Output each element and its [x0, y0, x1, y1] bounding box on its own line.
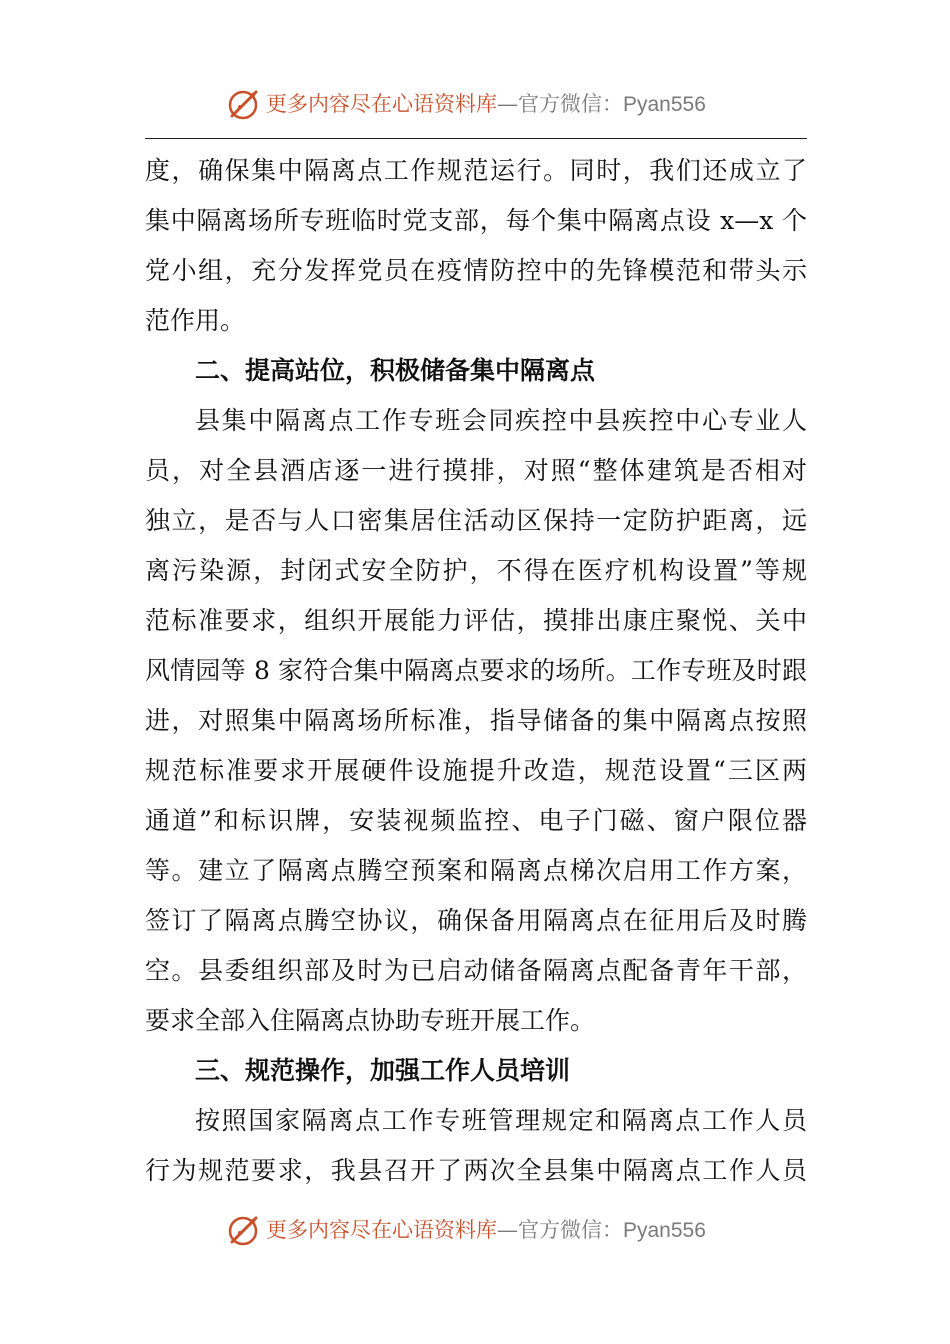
text-line: 离污染源，封闭式安全防护，不得在医疗机构设置”等规 — [145, 556, 807, 585]
text-line: 等。建立了隔离点腾空预案和隔离点梯次启用工作方案， — [145, 856, 807, 885]
pen-logo-icon — [226, 1212, 262, 1248]
banner-wechat-label: —官方微信： — [497, 1218, 623, 1242]
text-line: 独立，是否与人口密集居住活动区保持一定防护距离，远 — [145, 506, 807, 535]
header-banner — [0, 84, 950, 124]
text-line: 要求全部入住隔离点协助专班开展工作。 — [145, 1006, 596, 1035]
section-heading-3: 三、规范操作，加强工作人员培训 — [195, 1056, 571, 1085]
banner-text — [266, 1216, 706, 1245]
text-line: 空。县委组织部及时为已启动储备隔离点配备青年干部， — [145, 956, 807, 985]
text-line: 度，确保集中隔离点工作规范运行。同时，我们还成立了 — [145, 156, 807, 185]
banner-text — [266, 90, 706, 119]
banner-library-name: 更多内容尽在心语资料库 — [266, 92, 497, 116]
text-line: 党小组，充分发挥党员在疫情防控中的先锋模范和带头示 — [145, 256, 807, 285]
paragraph-2 — [145, 396, 807, 1046]
text-line: 范作用。 — [145, 306, 246, 335]
text-line: 集中隔离场所专班临时党支部，每个集中隔离点设 x—x 个 — [145, 206, 807, 235]
paragraph-1 — [145, 146, 807, 346]
text-line: 县集中隔离点工作专班会同疾控中县疾控中心专业人 — [195, 406, 807, 435]
text-line: 员，对全县酒店逐一进行摸排，对照“整体建筑是否相对 — [145, 456, 807, 485]
text-line: 通道”和标识牌，安装视频监控、电子门磁、窗户限位器 — [145, 806, 807, 835]
footer-banner — [0, 1210, 950, 1250]
paragraph-3 — [145, 1096, 807, 1196]
banner-wechat-label: —官方微信： — [497, 92, 623, 116]
pen-logo-icon — [226, 86, 262, 122]
document-body — [145, 146, 807, 1196]
text-line: 行为规范要求，我县召开了两次全县集中隔离点工作人员 — [145, 1156, 807, 1185]
section-heading-2: 二、提高站位，积极储备集中隔离点 — [195, 356, 596, 385]
header-divider — [145, 138, 807, 139]
text-line: 范标准要求，组织开展能力评估，摸排出康庄聚悦、关中 — [145, 606, 807, 635]
text-line: 规范标准要求开展硬件设施提升改造，规范设置“三区两 — [145, 756, 807, 785]
text-line: 风情园等 8 家符合集中隔离点要求的场所。工作专班及时跟 — [145, 656, 807, 685]
text-line: 进，对照集中隔离场所标准，指导储备的集中隔离点按照 — [145, 706, 807, 735]
text-line: 签订了隔离点腾空协议，确保备用隔离点在征用后及时腾 — [145, 906, 807, 935]
banner-wechat-id: Pyan556 — [623, 93, 706, 116]
text-line: 按照国家隔离点工作专班管理规定和隔离点工作人员 — [195, 1106, 807, 1135]
banner-wechat-id: Pyan556 — [623, 1219, 706, 1242]
banner-library-name: 更多内容尽在心语资料库 — [266, 1218, 497, 1242]
